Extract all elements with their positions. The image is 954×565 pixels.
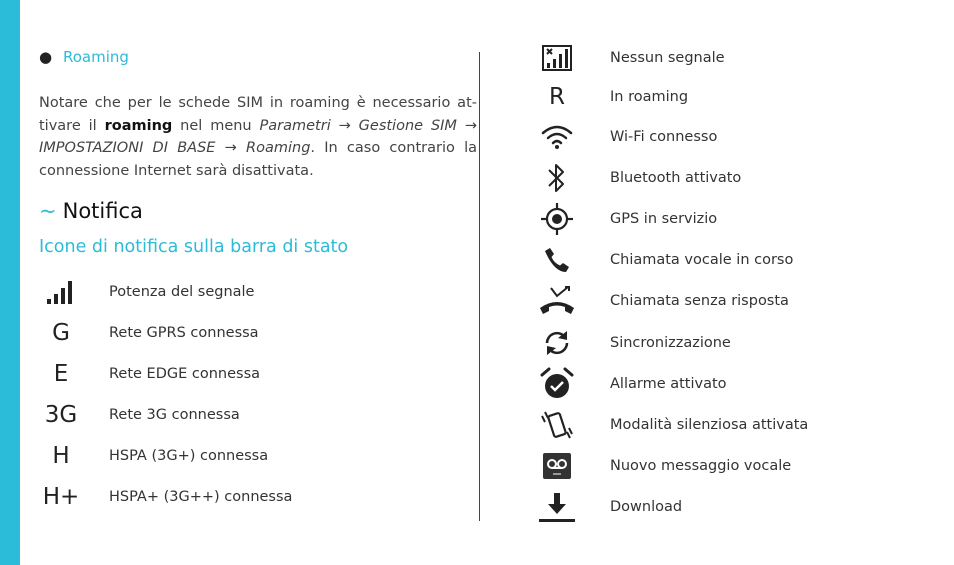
section-title-text: Notifica bbox=[62, 199, 143, 223]
para-text: Notare che per le schede SIM in roaming è necessario at-tivare il bbox=[39, 95, 477, 134]
bullet-dot-icon: ● bbox=[39, 48, 53, 66]
column-divider bbox=[479, 52, 480, 521]
list-item bbox=[535, 323, 731, 363]
list-item bbox=[39, 354, 260, 394]
row-label: Download bbox=[610, 499, 683, 515]
row-label: Nuovo messaggio vocale bbox=[610, 458, 792, 474]
row-label: In roaming bbox=[610, 89, 689, 105]
section-title bbox=[39, 199, 143, 223]
roaming-icon: R bbox=[549, 84, 565, 110]
signal-strength-icon bbox=[39, 272, 83, 312]
list-item bbox=[39, 436, 268, 476]
vibrate-icon bbox=[535, 405, 579, 445]
list-item bbox=[535, 77, 688, 117]
row-label: Rete 3G connessa bbox=[109, 407, 240, 423]
roaming-paragraph bbox=[39, 92, 477, 182]
list-item bbox=[535, 281, 789, 321]
accent-sidebar bbox=[0, 0, 20, 565]
list-item bbox=[39, 313, 259, 353]
row-label: Potenza del segnale bbox=[109, 284, 255, 300]
hspa-icon: H bbox=[52, 443, 70, 469]
edge-icon: E bbox=[53, 361, 69, 387]
list-item bbox=[535, 364, 727, 404]
section-tilde: ~ bbox=[39, 199, 57, 223]
row-label: Allarme attivato bbox=[610, 376, 727, 392]
gps-icon bbox=[535, 199, 579, 239]
para-menu-path: Parametri → Gestione SIM → IMPOSTAZIONI DI BASE → Roaming bbox=[39, 117, 477, 156]
row-label: Nessun segnale bbox=[610, 50, 725, 66]
sync-icon bbox=[535, 323, 579, 363]
bluetooth-icon bbox=[535, 158, 579, 198]
list-item bbox=[535, 405, 808, 445]
list-item bbox=[535, 117, 717, 157]
list-item bbox=[39, 395, 240, 435]
no-signal-icon bbox=[535, 38, 579, 78]
3g-icon: 3G bbox=[44, 402, 78, 428]
hspa-plus-icon: H+ bbox=[42, 484, 80, 510]
list-item bbox=[39, 477, 292, 517]
list-item bbox=[535, 38, 725, 78]
para-bold: roaming bbox=[104, 117, 173, 134]
subheading: Icone di notifica sulla barra di stato bbox=[39, 237, 349, 257]
row-label: Wi-Fi connesso bbox=[610, 129, 718, 145]
wifi-icon bbox=[535, 117, 579, 157]
row-label: Sincronizzazione bbox=[610, 335, 731, 351]
bullet-label: Roaming bbox=[63, 48, 129, 66]
row-label: Rete GPRS connessa bbox=[109, 325, 259, 341]
list-item bbox=[535, 487, 682, 527]
missed-call-icon bbox=[535, 281, 579, 321]
list-item bbox=[535, 240, 793, 280]
row-label: HSPA+ (3G++) connessa bbox=[109, 489, 293, 505]
row-label: GPS in servizio bbox=[610, 211, 718, 227]
para-text: nel menu bbox=[172, 117, 260, 134]
download-icon bbox=[535, 487, 579, 527]
list-item bbox=[535, 446, 791, 486]
row-label: Modalità silenziosa attivata bbox=[610, 417, 809, 433]
row-label: Chiamata vocale in corso bbox=[610, 252, 794, 268]
row-label: Chiamata senza risposta bbox=[610, 293, 789, 309]
row-label: Bluetooth attivato bbox=[610, 170, 742, 186]
row-label: HSPA (3G+) connessa bbox=[109, 448, 269, 464]
voicemail-icon bbox=[535, 446, 579, 486]
list-item bbox=[39, 272, 254, 312]
phone-call-icon bbox=[535, 240, 579, 280]
bullet-roaming bbox=[39, 48, 129, 66]
list-item bbox=[535, 199, 717, 239]
list-item bbox=[535, 158, 741, 198]
para-text: . In caso contrario la connessione Internet sarà disattivata. bbox=[39, 140, 477, 179]
alarm-clock-icon bbox=[535, 364, 579, 404]
gprs-icon: G bbox=[52, 320, 70, 346]
row-label: Rete EDGE connessa bbox=[109, 366, 261, 382]
